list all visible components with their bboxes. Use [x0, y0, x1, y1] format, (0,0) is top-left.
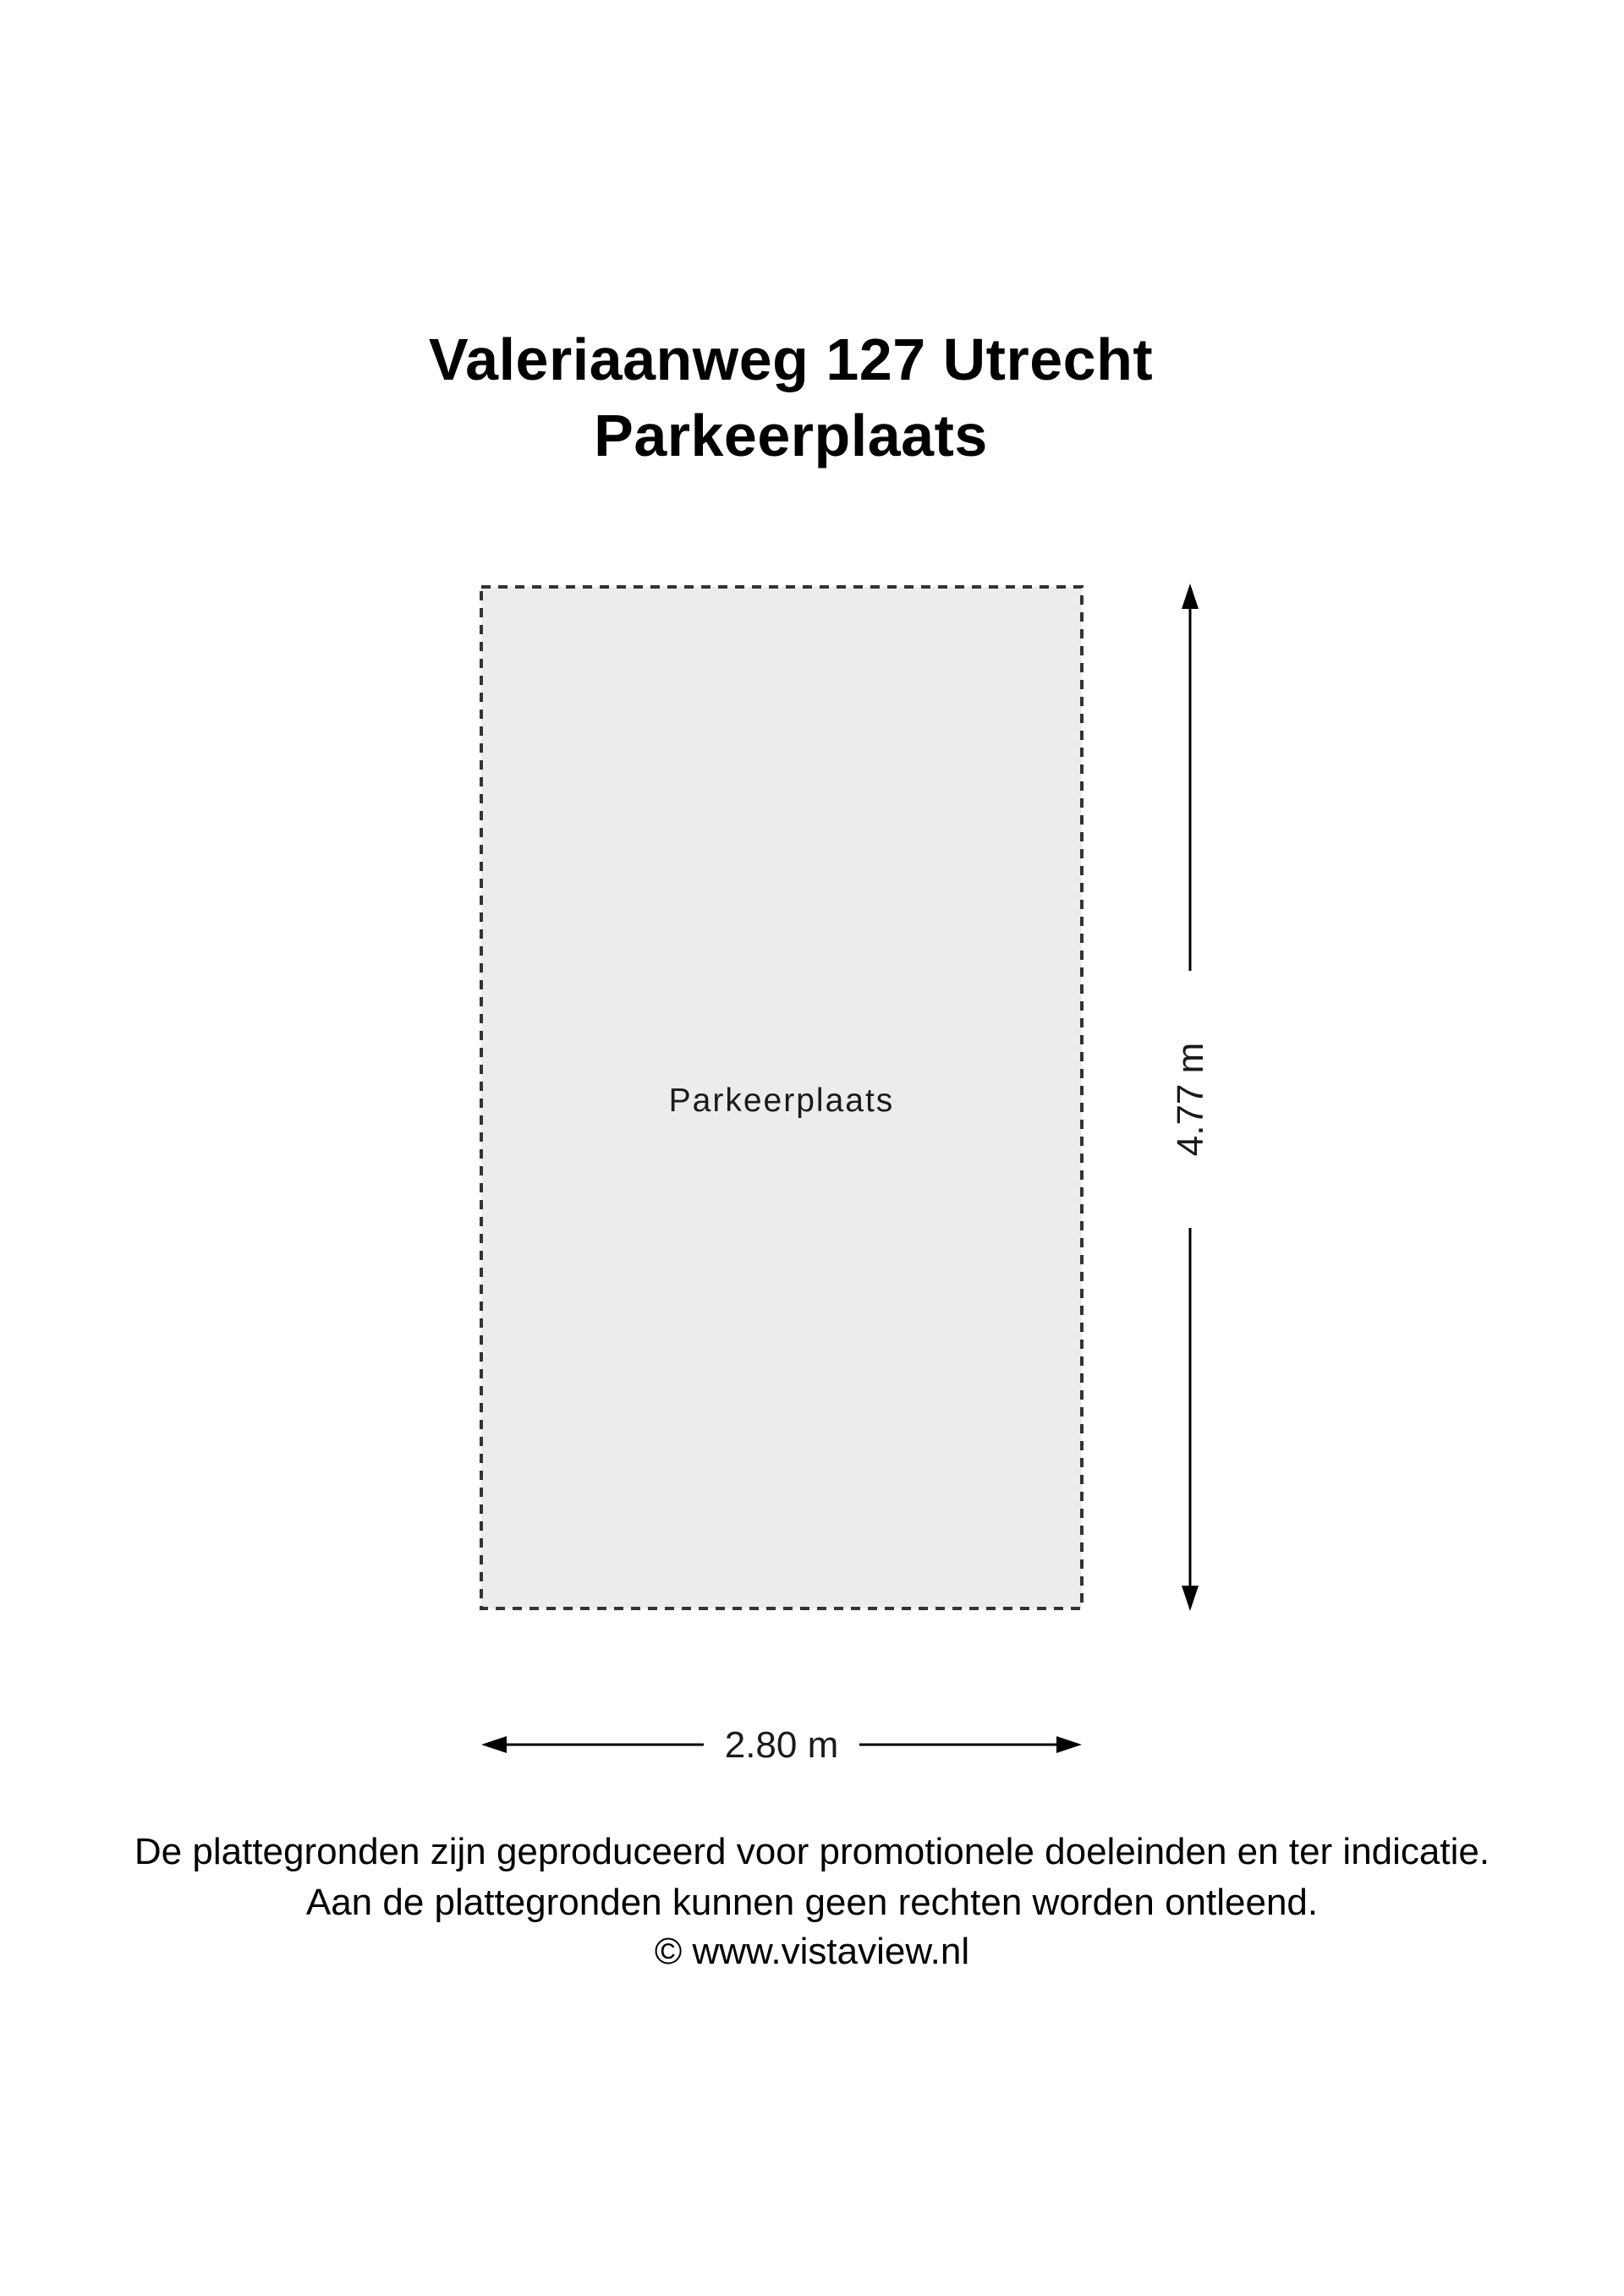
arrow-right-icon: [1056, 1736, 1082, 1753]
disclaimer-line-1: De plattegronden zijn geproduceerd voor promotionele doeleinden en ter indicatie.: [134, 1831, 1490, 1872]
arrow-left-icon: [481, 1736, 507, 1753]
page-subtitle: Parkeerplaats: [594, 403, 988, 469]
copyright-text: © www.vistaview.nl: [654, 1931, 970, 1972]
arrow-down-icon: [1182, 1586, 1199, 1611]
disclaimer-line-2: Aan de plattegronden kunnen geen rechten worden ontleend.: [305, 1882, 1319, 1923]
arrow-up-icon: [1182, 584, 1199, 609]
page-title: Valeriaanweg 127 Utrecht: [428, 326, 1154, 392]
width-dimension: [481, 1724, 1082, 1766]
height-dimension: [1170, 584, 1211, 1611]
width-dimension-label: 2.80 m: [724, 1724, 839, 1766]
height-dimension-label: 4.77 m: [1170, 1042, 1211, 1157]
room-label: Parkeerplaats: [668, 1082, 895, 1119]
